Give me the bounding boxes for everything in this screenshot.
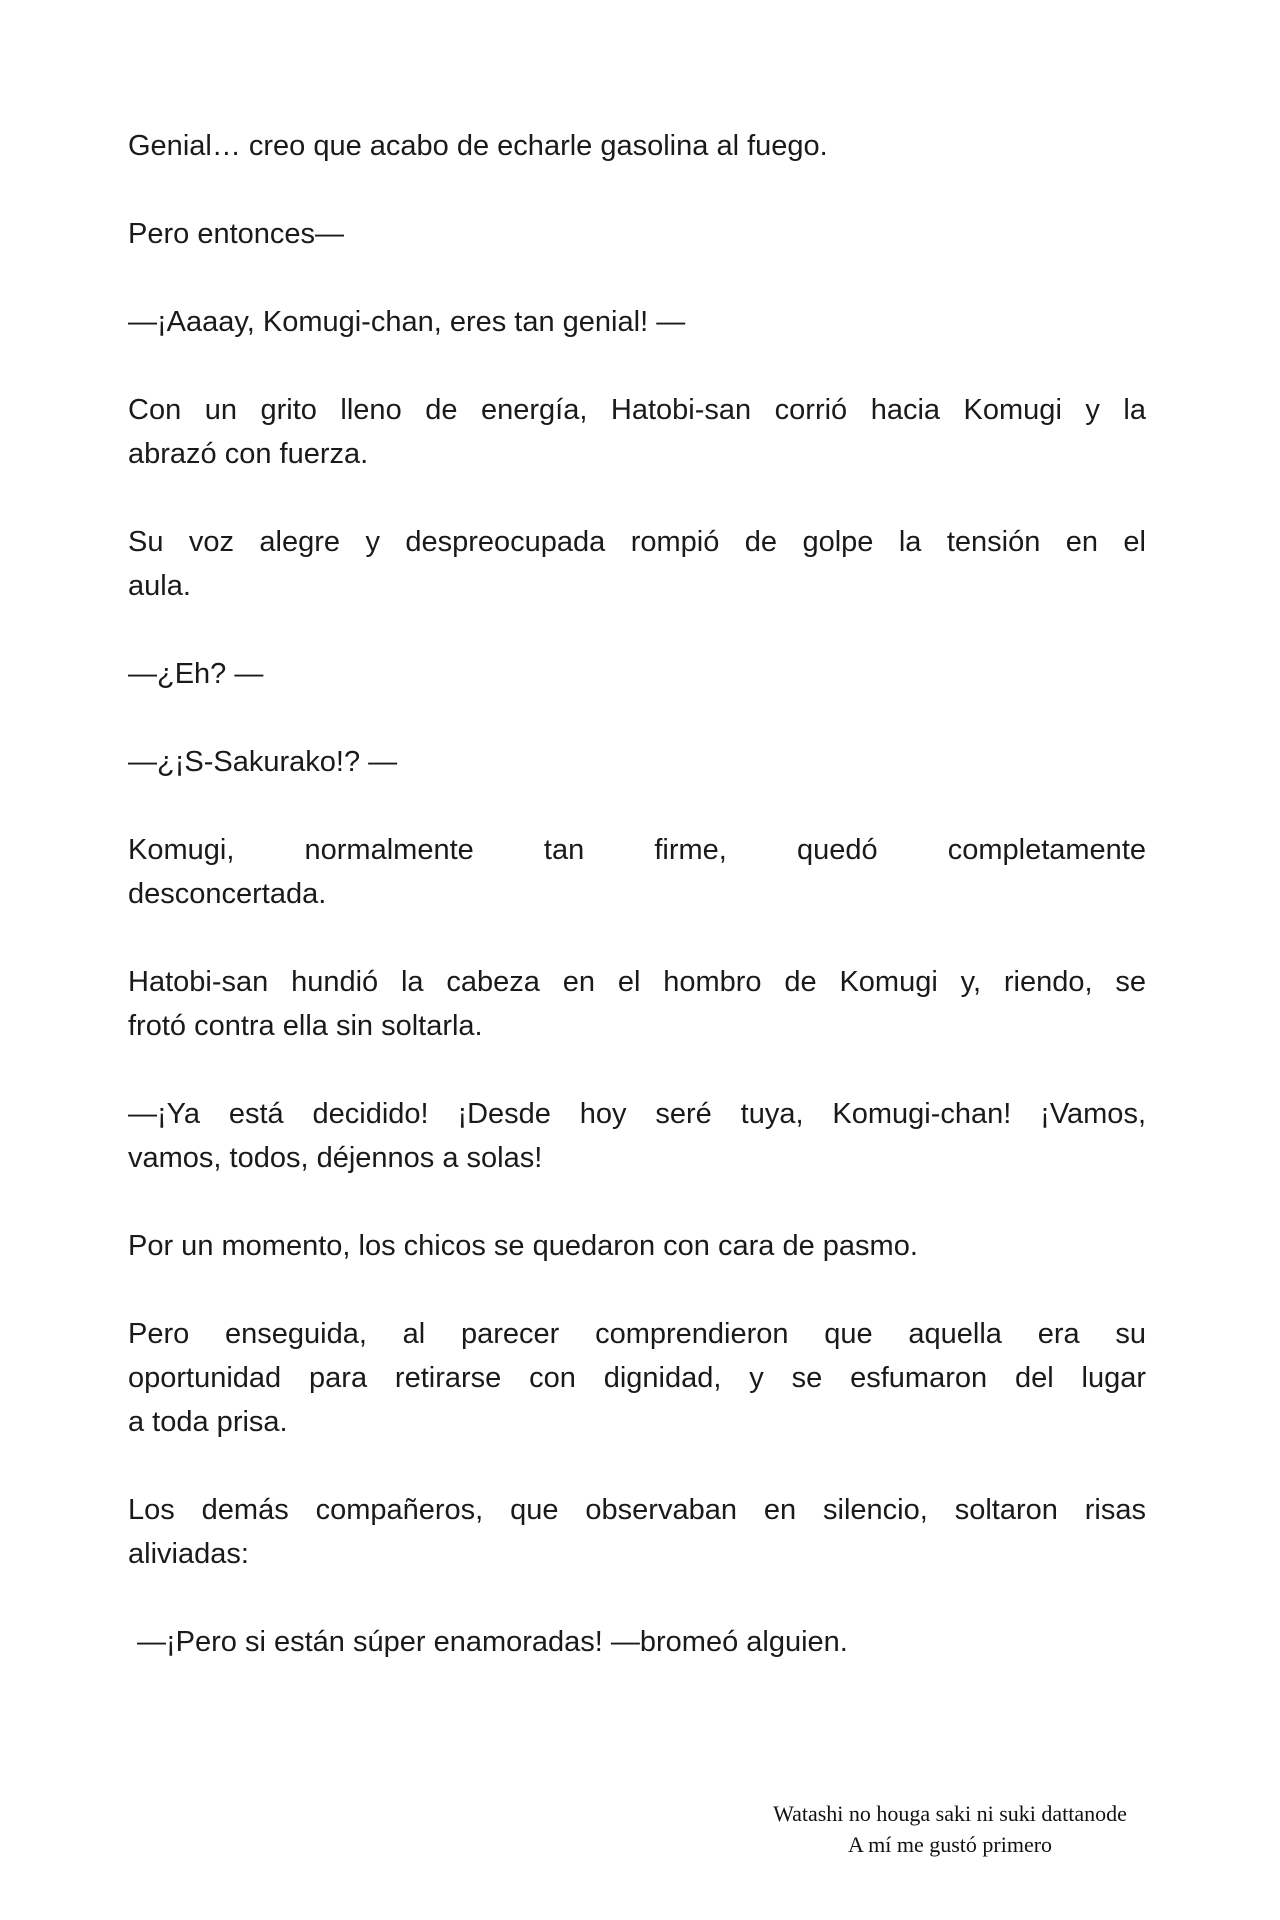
footer-title-spanish: A mí me gustó primero	[847, 1832, 1053, 1857]
paragraph-line: —¿Eh? —	[128, 658, 264, 690]
paragraph-line: —¡Pero si están súper enamoradas! —bromeó alguien.	[137, 1626, 848, 1658]
paragraph	[128, 1224, 1146, 1268]
paragraph-line: abrazó con fuerza.	[128, 438, 369, 470]
paragraph-line: frotó contra ella sin soltarla.	[128, 1010, 483, 1042]
page-body	[128, 124, 1146, 1708]
footer-title-romaji: Watashi no houga saki ni suki dattanode	[773, 1801, 1127, 1826]
paragraph	[128, 960, 1146, 1048]
paragraph	[128, 124, 1146, 168]
paragraph-line: desconcertada.	[128, 878, 327, 910]
paragraph-line: Su voz alegre y despreocupada rompió de golpe la tensión en el	[128, 526, 1146, 558]
paragraph-line: aliviadas:	[128, 1538, 249, 1570]
page-footer	[740, 1798, 1160, 1860]
paragraph-line: Pero entonces—	[128, 218, 345, 250]
paragraph-line: oportunidad para retirarse con dignidad, y se esfumaron del lugar	[128, 1362, 1146, 1394]
paragraph	[128, 1092, 1146, 1180]
paragraph	[128, 1488, 1146, 1576]
paragraph-line: —¿¡S-Sakurako!? —	[128, 746, 398, 778]
paragraph-line: Los demás compañeros, que observaban en silencio, soltaron risas	[128, 1494, 1146, 1526]
paragraph-line: Con un grito lleno de energía, Hatobi-san corrió hacia Komugi y la	[128, 394, 1146, 426]
paragraph-line: vamos, todos, déjennos a solas!	[128, 1142, 543, 1174]
paragraph-line: Genial… creo que acabo de echarle gasolina al fuego.	[128, 130, 828, 162]
paragraph	[128, 1312, 1146, 1444]
paragraph	[128, 652, 1146, 696]
paragraph-line: Por un momento, los chicos se quedaron con cara de pasmo.	[128, 1230, 918, 1262]
paragraph-line: a toda prisa.	[128, 1406, 288, 1438]
paragraph-line: Pero enseguida, al parecer comprendieron que aquella era su	[128, 1318, 1146, 1350]
paragraph	[128, 300, 1146, 344]
paragraph-line: Komugi, normalmente tan firme, quedó completamente	[128, 834, 1146, 866]
paragraph-line: aula.	[128, 570, 191, 602]
paragraph	[128, 388, 1146, 476]
paragraph-line: —¡Aaaay, Komugi-chan, eres tan genial! —	[128, 306, 686, 338]
paragraph	[128, 1620, 1146, 1664]
paragraph	[128, 520, 1146, 608]
paragraph-line: Hatobi-san hundió la cabeza en el hombro de Komugi y, riendo, se	[128, 966, 1146, 998]
paragraph	[128, 740, 1146, 784]
paragraph-line: —¡Ya está decidido! ¡Desde hoy seré tuya, Komugi-chan! ¡Vamos,	[128, 1098, 1146, 1130]
paragraph	[128, 828, 1146, 916]
paragraph	[128, 212, 1146, 256]
